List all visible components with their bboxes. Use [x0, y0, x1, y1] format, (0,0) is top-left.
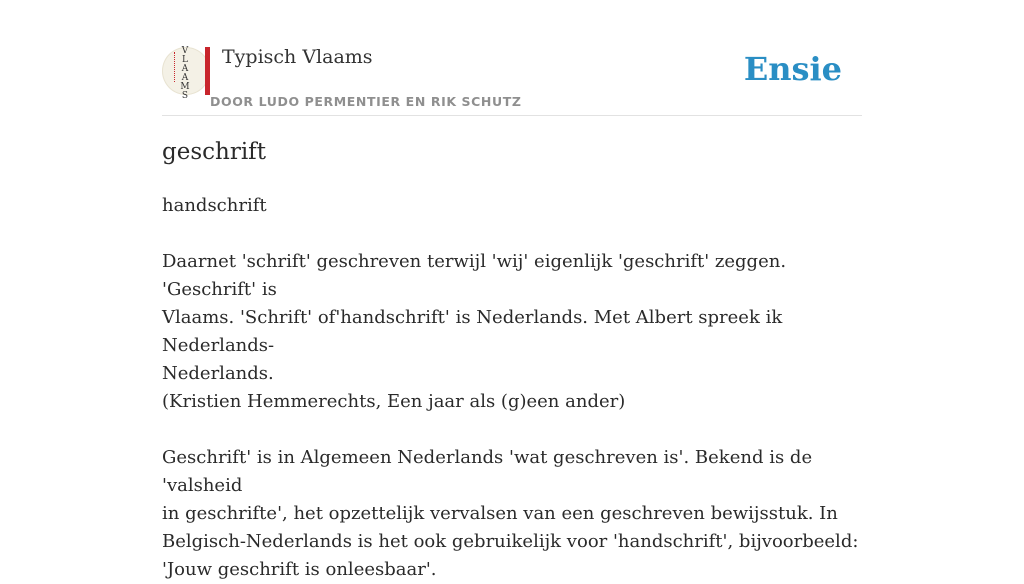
explanation-line: in geschrifte', het opzettelijk vervalsen van een geschreven bewijsstuk. In — [162, 503, 838, 524]
quote-line: Vlaams. 'Schrift' of'handschrift' is Nederlands. Met Albert spreek ik Nederlands- — [162, 307, 783, 356]
quote-line: Daarnet 'schrift' geschreven terwijl 'wij' eigenlijk 'geschrift' zeggen. 'Geschrift' is — [162, 251, 787, 300]
entry-definition: handschrift — [162, 195, 267, 216]
quote-source: (Kristien Hemmerechts, Een jaar als (g)een ander) — [162, 391, 626, 412]
quote-line: Nederlands. — [162, 363, 274, 384]
explanation-line: 'Jouw geschrift is onleesbaar'. — [162, 559, 437, 580]
blog-header — [162, 0, 862, 116]
paragraph-gap — [162, 220, 862, 248]
avatar-letters: V L A A M S — [180, 46, 190, 101]
entry-body — [162, 192, 862, 584]
page-container — [162, 0, 862, 580]
blog-name-link[interactable]: Typisch Vlaams — [222, 46, 373, 68]
explanation-line: Geschrift' is in Algemeen Nederlands 'wat geschreven is'. Bekend is de 'valsheid — [162, 447, 813, 496]
avatar-red-band — [205, 47, 210, 95]
blog-avatar[interactable] — [162, 46, 210, 101]
ensie-logo-link[interactable]: Ensie — [743, 50, 842, 88]
paragraph-gap — [162, 416, 862, 444]
avatar-decoration — [174, 52, 177, 82]
explanation-line: Belgisch-Nederlands is het ook gebruikelijk voor 'handschrift', bijvoorbeeld: — [162, 531, 859, 552]
author-byline: DOOR LUDO PERMENTIER EN RIK SCHUTZ — [210, 94, 522, 109]
entry-title: geschrift — [162, 139, 266, 165]
